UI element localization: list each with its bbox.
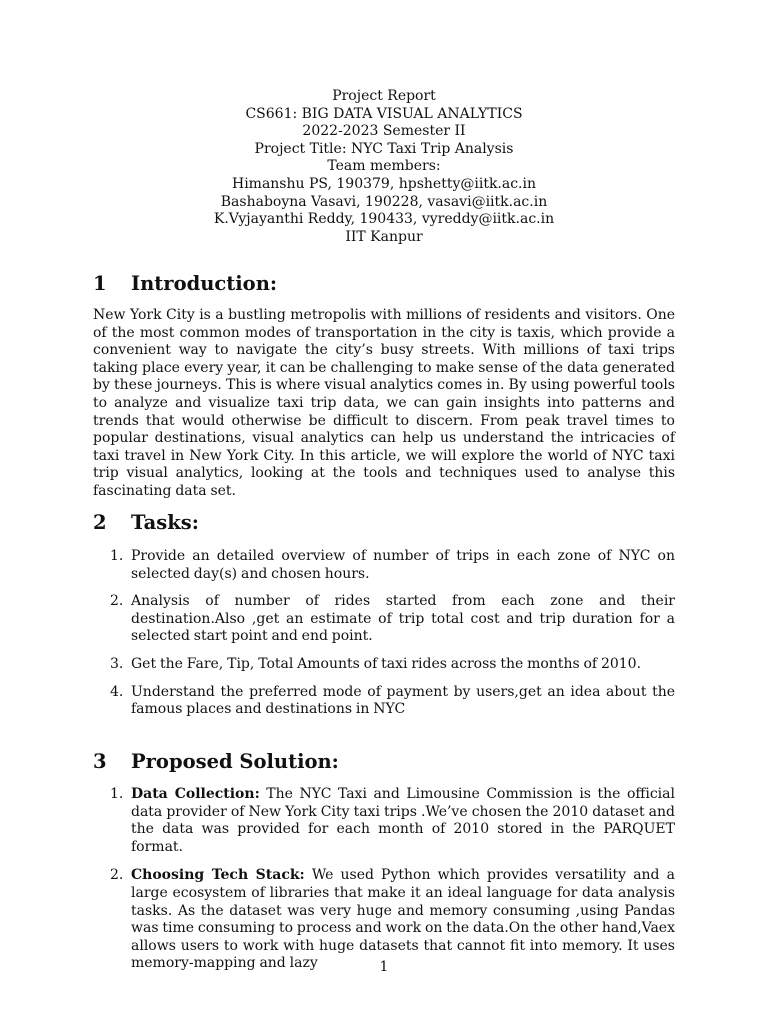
list-item-text: Understand the preferred mode of payment by users,get an idea about the famous places and destinations in NYC <box>131 683 675 718</box>
list-item <box>93 548 675 583</box>
list-marker: 4. <box>110 683 124 700</box>
section-heading-introduction <box>93 272 277 296</box>
tasks-list <box>93 548 675 719</box>
list-item-heading: Choosing Tech Stack: <box>131 867 305 884</box>
section-number: 2 <box>93 511 107 534</box>
list-item <box>93 867 675 973</box>
institution: IIT Kanpur <box>345 228 423 245</box>
team-member: Bashaboyna Vasavi, 190228, vasavi@iitk.ac.in <box>220 193 548 210</box>
list-marker: 3. <box>110 655 124 672</box>
page-number: 1 <box>379 959 389 975</box>
list-marker: 2. <box>110 593 124 610</box>
team-label: Team members: <box>327 158 441 175</box>
list-item-text: The NYC Taxi and Limousine Commission is the official data provider of New York City taxi trips .We’ve chosen the 2010 dataset and the data was provided for each month of 2010 stored in the PARQUET format. <box>131 786 675 855</box>
section-heading-tasks <box>93 511 199 535</box>
list-marker: 2. <box>110 867 124 884</box>
list-item <box>93 786 675 856</box>
section-title: Introduction: <box>131 272 278 295</box>
list-item-text: Get the Fare, Tip, Total Amounts of taxi rides across the months of 2010. <box>131 655 642 672</box>
title-block <box>0 88 768 246</box>
list-item-text: We used Python which provides versatility and a large ecosystem of libraries that make it an ideal language for data analysis tasks. As the dataset was very huge and memory consuming ,using Pandas was time consuming to process and work on the data.On the other hand,Vaex allows users to work with huge datasets that cannot fit into memory. It uses memory-mapping and lazy <box>131 867 675 972</box>
list-marker: 1. <box>110 786 124 802</box>
list-item-text: Analysis of number of rides started from each zone and their destination.Also ,get an estimate of trip total cost and trip duration for a selected start point and end point. <box>131 593 675 645</box>
section-number: 1 <box>93 272 107 295</box>
report-label: Project Report <box>332 88 436 104</box>
list-item <box>93 593 675 646</box>
project-title: Project Title: NYC Taxi Trip Analysis <box>254 140 514 157</box>
section-heading-proposed-solution <box>93 750 339 774</box>
team-member: K.Vyjayanthi Reddy, 190433, vyreddy@iitk.ac.in <box>213 211 555 228</box>
team-member: Himanshu PS, 190379, hpshetty@iitk.ac.in <box>231 175 537 192</box>
section-title: Proposed Solution: <box>131 750 339 773</box>
list-marker: 1. <box>110 548 124 564</box>
introduction-paragraph: New York City is a bustling metropolis with millions of residents and visitors. One of the most common modes of transportation in the city is taxis, which provide a convenient way to navigate the city’s busy streets. With millions of taxi trips taking place every year, it can be challenging to make sense of the data generated by these journeys. This is where visual analytics comes in. By using powerful tools to analyze and visualize taxi trip data, we can gain insights into patterns and trends that would otherwise be difficult to discern. From peak travel times to popular destinations, visual analytics can help us understand the intricacies of taxi travel in New York City. In this article, we will explore the world of NYC taxi trip visual analytics, looking at the tools and techniques used to analyse this fascinating data set. <box>93 307 675 499</box>
course-title: CS661: BIG DATA VISUAL ANALYTICS <box>245 105 523 122</box>
list-item-heading: Data Collection: <box>131 786 260 802</box>
list-item <box>93 656 675 674</box>
list-item <box>93 684 675 719</box>
section-number: 3 <box>93 750 107 773</box>
list-item-text: Provide an detailed overview of number of trips in each zone of NYC on selected day(s) and chosen hours. <box>131 548 675 582</box>
section-title: Tasks: <box>131 511 199 534</box>
semester: 2022-2023 Semester II <box>302 123 466 140</box>
solution-list <box>93 786 675 973</box>
